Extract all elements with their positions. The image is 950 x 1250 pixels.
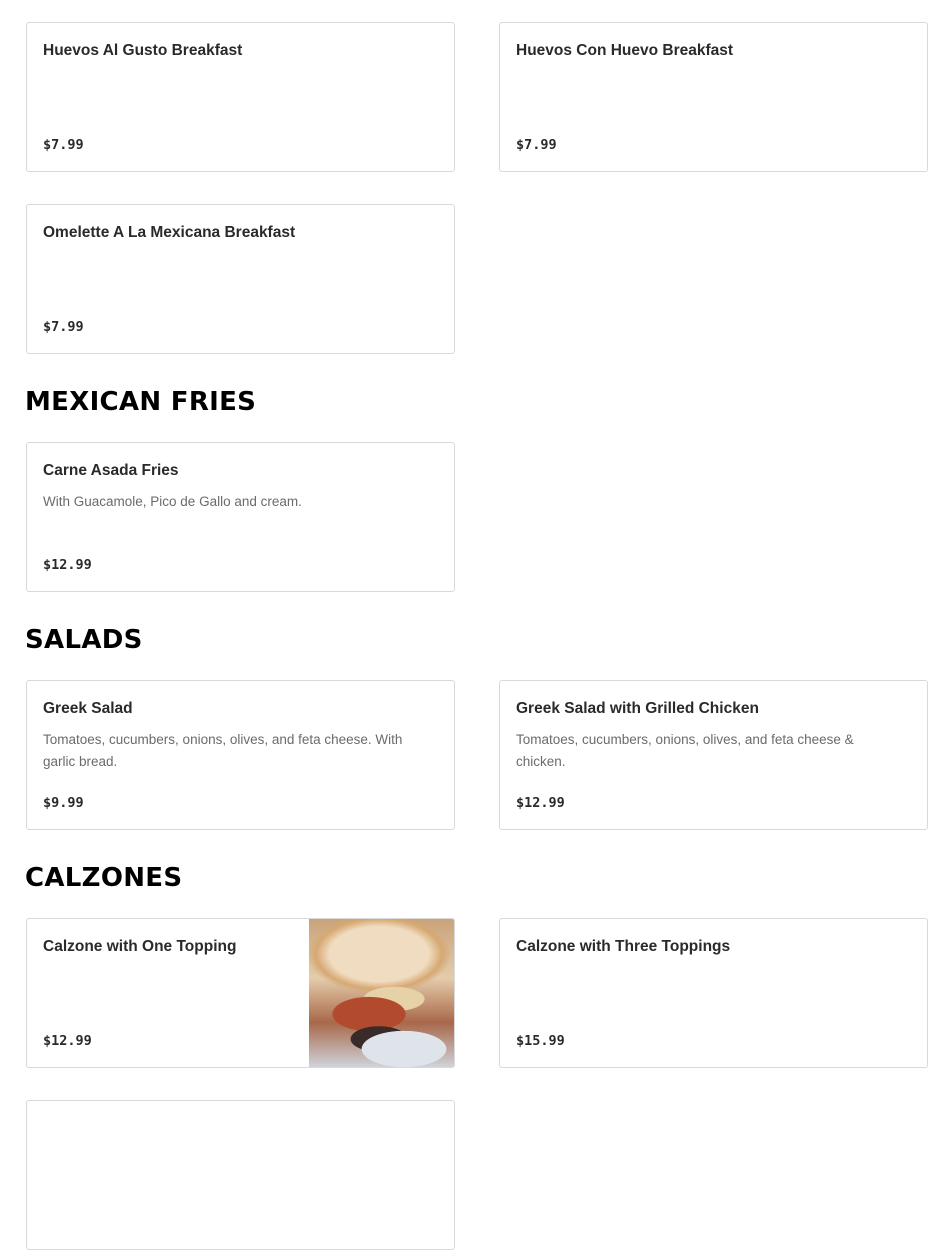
menu-item-card[interactable] bbox=[26, 442, 455, 592]
menu-item-name: Greek Salad bbox=[43, 700, 133, 717]
section-title-calzones: CALZONES bbox=[25, 863, 183, 893]
menu-item-card[interactable] bbox=[26, 22, 455, 172]
menu-item-description: Tomatoes, cucumbers, onions, olives, and feta cheese & chicken. bbox=[516, 732, 854, 769]
menu-item-price: $12.99 bbox=[516, 795, 565, 811]
menu-item-description: With Guacamole, Pico de Gallo and cream. bbox=[43, 494, 302, 509]
menu-item-price: $12.99 bbox=[43, 1033, 92, 1049]
calzone-photo bbox=[309, 919, 454, 1067]
menu-item-price: $7.99 bbox=[43, 137, 84, 153]
section-title-mexican-fries: MEXICAN FRIES bbox=[25, 387, 257, 417]
menu-item-card[interactable] bbox=[26, 204, 455, 354]
menu-item-name: Calzone with One Topping bbox=[43, 938, 237, 955]
menu-item-name: Huevos Con Huevo Breakfast bbox=[516, 42, 734, 59]
menu-item-card[interactable] bbox=[26, 918, 455, 1068]
menu-item-card[interactable] bbox=[26, 1100, 455, 1250]
menu-item-name: Omelette A La Mexicana Breakfast bbox=[43, 224, 296, 241]
menu-item-description: Tomatoes, cucumbers, onions, olives, and feta cheese. With garlic bread. bbox=[43, 732, 403, 769]
section-title-salads: SALADS bbox=[25, 625, 143, 655]
menu-item-name: Greek Salad with Grilled Chicken bbox=[516, 700, 759, 717]
menu-item-price: $7.99 bbox=[43, 319, 84, 335]
menu-item-name: Carne Asada Fries bbox=[43, 462, 179, 479]
menu-item-name: Huevos Al Gusto Breakfast bbox=[43, 42, 243, 59]
menu-item-card[interactable] bbox=[499, 918, 928, 1068]
menu-item-card[interactable] bbox=[26, 680, 455, 830]
menu-item-card[interactable] bbox=[499, 22, 928, 172]
menu-item-price: $9.99 bbox=[43, 795, 84, 811]
menu-item-name: Calzone with Three Toppings bbox=[516, 938, 731, 955]
menu-item-price: $15.99 bbox=[516, 1033, 565, 1049]
menu-item-card[interactable] bbox=[499, 680, 928, 830]
menu-item-price: $7.99 bbox=[516, 137, 557, 153]
menu-item-price: $12.99 bbox=[43, 557, 92, 573]
